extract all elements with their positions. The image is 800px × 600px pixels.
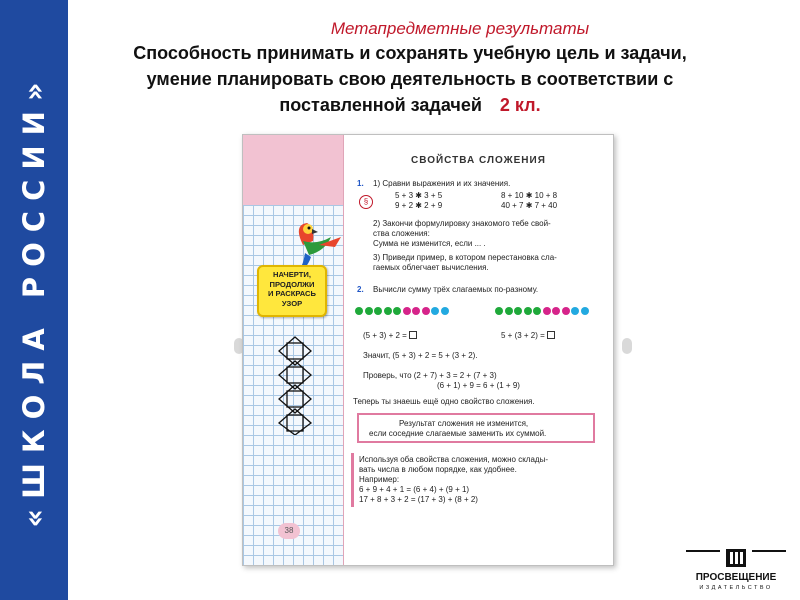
rule-box (357, 413, 595, 443)
task-line-3: И РАСКРАСЬ (267, 289, 316, 298)
page-number: 38 (278, 523, 300, 539)
task-instruction-box (257, 265, 327, 317)
diamond-pattern (271, 335, 331, 435)
bead-green (374, 307, 382, 315)
bead-row-left (355, 307, 450, 315)
bead-cyan (431, 307, 439, 315)
rule-line-1: Результат сложения не изменится, (399, 419, 529, 428)
ex2-intro: Вычисли сумму трёх слагаемых по-разному. (373, 285, 539, 294)
bead-green (495, 307, 503, 315)
bead-green (524, 307, 532, 315)
bead-green (533, 307, 541, 315)
ex1-number (357, 179, 364, 188)
slide-subtitle: Метапредметные результаты (330, 19, 590, 38)
bead-green (514, 307, 522, 315)
next-page-handle[interactable] (622, 338, 632, 354)
ex1-expr-b2: 40 + 7 ✱ 7 + 40 (501, 201, 558, 210)
heading-line-1: Способность принимать и сохранять учебную цель и задачи, (133, 43, 687, 63)
note-line-2: вать числа в любом порядке, как удобнее. (359, 465, 517, 474)
heading-line-3-text: поставленной задачей (279, 95, 482, 115)
rule-line-2: если соседние слагаемые заменить их суммой. (369, 429, 547, 438)
ex2-expr-left (363, 331, 417, 340)
logo-rule-right (752, 550, 786, 552)
bead-green (393, 307, 401, 315)
bead-magenta (543, 307, 551, 315)
slide-heading (100, 40, 720, 118)
bead-green (505, 307, 513, 315)
textbook-page (242, 134, 614, 566)
ex2-expr-left-text: (5 + 3) + 2 = (363, 331, 407, 340)
bead-green (355, 307, 363, 315)
note-line-5: 17 + 8 + 3 + 2 = (17 + 3) + (8 + 2) (359, 495, 478, 504)
bead-green (365, 307, 373, 315)
grid-margin (243, 135, 344, 565)
school-banner (0, 0, 68, 600)
ex1-expr-b1: 8 + 10 ✱ 10 + 8 (501, 191, 558, 200)
ex1-part2-line2: ства сложения: (373, 229, 430, 238)
publisher-name: ПРОСВЕЩЕНИЕ (695, 572, 777, 583)
ex1-expr-a2: 9 + 2 ✱ 2 + 9 (395, 201, 443, 210)
note-accent-bar (351, 453, 354, 507)
publisher-emblem-icon (724, 548, 748, 568)
heading-line-3 (100, 92, 720, 118)
bead-magenta (552, 307, 560, 315)
task-line-4: УЗОР (281, 298, 303, 308)
ex2-check-line2: (6 + 1) + 9 = 6 + (1 + 9) (437, 381, 520, 390)
task-line-2: ПРОДОЛЖИ (269, 279, 315, 289)
lesson-title: СВОЙСТВА СЛОЖЕНИЯ (411, 155, 546, 166)
grade-label: 2 кл. (499, 95, 541, 115)
logo-rule-left (686, 550, 720, 552)
ex2-num-label: 2. (357, 285, 364, 294)
note-line-3: Например: (359, 475, 400, 484)
bead-green (384, 307, 392, 315)
note-line-4: 6 + 9 + 4 + 1 = (6 + 4) + (9 + 1) (359, 485, 470, 494)
ex1-intro: 1) Сравни выражения и их значения. (373, 179, 511, 188)
circle-check-icon: § (359, 195, 373, 209)
bead-magenta (562, 307, 570, 315)
bead-magenta (403, 307, 411, 315)
ex2-number (357, 285, 364, 294)
bead-row-right (495, 307, 590, 315)
ex2-check-line1: Проверь, что (2 + 7) + 3 = 2 + (7 + 3) (363, 371, 497, 380)
answer-box-icon (409, 331, 417, 339)
publisher-subtitle: ИЗДАТЕЛЬСТВО (699, 585, 773, 591)
note-line-1: Используя оба свойства сложения, можно склады- (359, 455, 548, 464)
bead-cyan (441, 307, 449, 315)
ex2-expr-right (501, 331, 555, 340)
bead-magenta (412, 307, 420, 315)
ex2-expr-right-text: 5 + (3 + 2) = (501, 331, 545, 340)
ex2-now-text: Теперь ты знаешь ещё одно свойство сложения. (353, 397, 535, 406)
school-banner-text: «ШКОЛА РОССИИ» (17, 72, 51, 528)
answer-box-icon (547, 331, 555, 339)
ex1-part3-line1: 3) Приведи пример, в котором перестановка сла- (373, 253, 557, 262)
bead-magenta (422, 307, 430, 315)
heading-line-2: умение планировать свою деятельность в соответствии с (146, 69, 674, 89)
bead-cyan (581, 307, 589, 315)
ex1-part3-line2: гаемых облегчает вычисления. (373, 263, 489, 272)
bead-cyan (571, 307, 579, 315)
ex2-conclusion: Значит, (5 + 3) + 2 = 5 + (3 + 2). (363, 351, 478, 360)
ex1-part2-line1: 2) Закончи формулировку знакомого тебе свой- (373, 219, 551, 228)
ex1-part2-line3: Сумма не изменится, если ... . (373, 239, 486, 248)
lesson-content (351, 135, 609, 565)
task-line-1: НАЧЕРТИ, (273, 270, 311, 279)
pink-header-block (243, 135, 343, 205)
ex1-num-label: 1. (357, 179, 364, 188)
publisher-logo (680, 548, 792, 596)
ex1-expr-a1: 5 + 3 ✱ 3 + 5 (395, 191, 443, 200)
